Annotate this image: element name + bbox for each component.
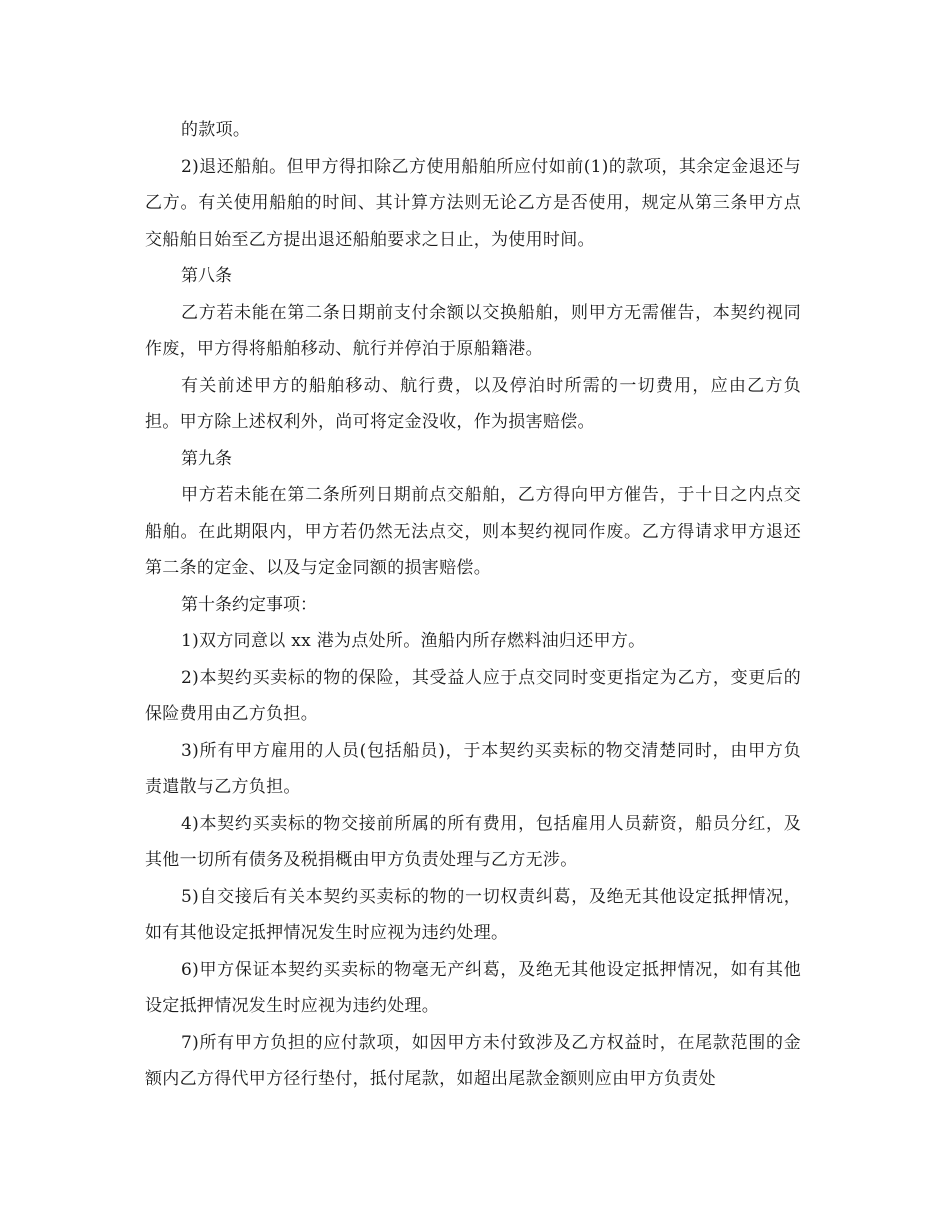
article-10-item-2: 2)本契约买卖标的物的保险，其受益人应于点交同时变更指定为乙方，变更后的保险费用由乙方负担。 [145,667,801,724]
article-9-paragraph: 甲方若未能在第二条所列日期前点交船舶，乙方得向甲方催告，于十日之内点交船舶。在此期限内，甲方若仍然无法点交，则本契约视同作废。乙方得请求甲方退还第二条的定金、以及与定金同额的损害赔偿。 [145,485,801,578]
article-8-paragraph-2: 有关前述甲方的船舶移动、航行费，以及停泊时所需的一切费用，应由乙方负担。甲方除上述权利外，尚可将定金没收，作为损害赔偿。 [145,375,801,432]
article-10-item-6: 6)甲方保证本契约买卖标的物毫无产纠葛，及绝无其他设定抵押情况，如有其他设定抵押情况发生时应视为违约处理。 [145,959,801,1016]
article-9-heading: 第九条 [181,448,232,469]
paragraph-return-ship: 2)退还船舶。但甲方得扣除乙方使用船舶所应付如前(1)的款项，其余定金退还与乙方。有关使用船舶的时间、其计算方法则无论乙方是否使用，规定从第三条甲方点交船舶日始至乙方提出退还船舶要求之日止，为使用时间。 [145,156,801,250]
article-10-item-1: 1)双方同意以 xx 港为点处所。渔船内所存燃料油归还甲方。 [181,631,646,651]
document-body [145,112,801,1098]
article-8-paragraph-1: 乙方若未能在第二条日期前支付余额以交换船舶，则甲方无需催告，本契约视同作废，甲方得将船舶移动、航行并停泊于原船籍港。 [145,302,801,359]
article-10-item-3: 3)所有甲方雇用的人员(包括船员)，于本契约买卖标的物交清楚同时，由甲方负责遣散与乙方负担。 [145,740,801,797]
article-10-item-5: 5)自交接后有关本契约买卖标的物的一切权责纠葛，及绝无其他设定抵押情况，如有其他设定抵押情况发生时应视为违约处理。 [145,886,801,943]
article-8-heading: 第八条 [181,266,232,286]
article-10-item-4: 4)本契约买卖标的物交接前所属的所有费用，包括雇用人员薪资，船员分红，及其他一切所有债务及税捐概由甲方负责处理与乙方无涉。 [145,813,801,870]
paragraph-continuation: 的款项。 [181,120,251,140]
article-10-item-7: 7)所有甲方负担的应付款项，如因甲方未付致涉及乙方权益时，在尾款范围的金额内乙方得代甲方径行垫付，抵付尾款，如超出尾款金额则应由甲方负责处 [145,1032,801,1089]
article-10-heading: 第十条约定事项： [181,594,317,615]
